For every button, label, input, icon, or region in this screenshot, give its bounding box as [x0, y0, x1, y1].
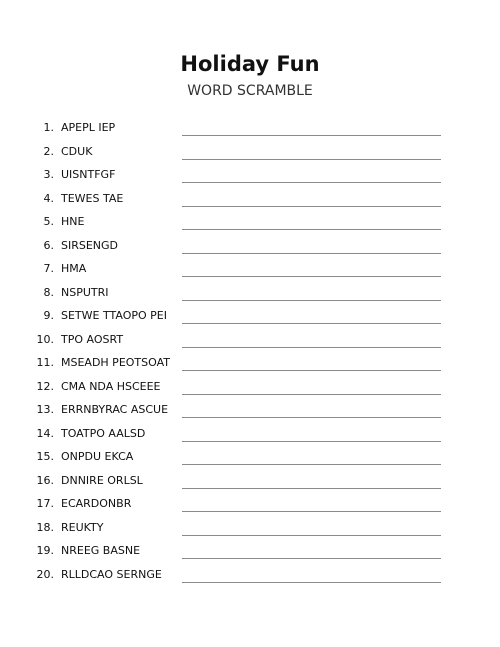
scrambled-word: APEPL IEP	[61, 121, 116, 134]
answer-line[interactable]	[182, 323, 441, 324]
list-item	[0, 116, 500, 140]
answer-line[interactable]	[182, 300, 441, 301]
scrambled-word: SETWE TTAOPO PEI	[61, 309, 167, 322]
page-title: Holiday Fun	[180, 52, 320, 76]
list-item	[0, 398, 500, 422]
list-item	[0, 539, 500, 563]
scrambled-word: TEWES TAE	[61, 191, 124, 205]
item-number: 15.	[36, 450, 54, 463]
list-item	[0, 351, 500, 375]
answer-line[interactable]	[182, 182, 441, 183]
scrambled-word: TOATPO AALSD	[61, 426, 146, 440]
answer-line[interactable]	[182, 159, 441, 160]
item-number: 17.	[36, 497, 54, 510]
item-number: 10.	[36, 332, 54, 346]
list-item	[0, 445, 500, 469]
answer-line[interactable]	[182, 582, 441, 583]
list-item	[0, 281, 500, 305]
scrambled-word: ECARDONBR	[61, 497, 132, 510]
list-item	[0, 563, 500, 587]
list-item	[0, 140, 500, 164]
scrambled-word: ERRNBYRAC ASCUE	[61, 403, 169, 416]
scrambled-word: REUKTY	[61, 520, 104, 534]
scrambled-word: RLLDCAO SERNGE	[61, 567, 162, 581]
answer-line[interactable]	[182, 253, 441, 254]
item-number: 7.	[43, 262, 54, 275]
item-number: 19.	[36, 544, 54, 557]
list-item	[0, 375, 500, 399]
list-item	[0, 422, 500, 446]
scramble-list	[0, 116, 500, 586]
item-number: 16.	[36, 473, 54, 487]
list-item	[0, 492, 500, 516]
list-item	[0, 187, 500, 211]
item-number: 18.	[36, 520, 54, 534]
list-item	[0, 234, 500, 258]
item-number: 11.	[36, 356, 54, 369]
item-number: 3.	[43, 168, 54, 181]
answer-line[interactable]	[182, 464, 441, 465]
scrambled-word: SIRSENGD	[61, 238, 119, 252]
list-item	[0, 328, 500, 352]
item-number: 13.	[36, 403, 54, 416]
answer-line[interactable]	[182, 535, 441, 536]
item-number: 14.	[36, 426, 54, 440]
answer-line[interactable]	[182, 135, 441, 136]
scrambled-word: HMA	[61, 262, 87, 275]
answer-line[interactable]	[182, 511, 441, 512]
item-number: 12.	[36, 379, 54, 393]
answer-line[interactable]	[182, 276, 441, 277]
answer-line[interactable]	[182, 229, 441, 230]
scrambled-word: NREEG BASNE	[61, 544, 141, 557]
answer-line[interactable]	[182, 370, 441, 371]
scrambled-word: DNNIRE ORLSL	[61, 473, 143, 487]
scrambled-word: ONPDU EKCA	[61, 450, 134, 463]
item-number: 2.	[43, 144, 54, 158]
scrambled-word: HNE	[61, 215, 85, 228]
answer-line[interactable]	[182, 441, 441, 442]
list-item	[0, 210, 500, 234]
scrambled-word: TPO AOSRT	[61, 332, 124, 346]
scrambled-word: CDUK	[61, 144, 93, 158]
answer-line[interactable]	[182, 206, 441, 207]
answer-line[interactable]	[182, 488, 441, 489]
list-item	[0, 257, 500, 281]
answer-line[interactable]	[182, 347, 441, 348]
answer-line[interactable]	[182, 417, 441, 418]
list-item	[0, 469, 500, 493]
list-item	[0, 163, 500, 187]
scrambled-word: MSEADH PEOTSOAT	[61, 356, 170, 369]
answer-line[interactable]	[182, 394, 441, 395]
list-item	[0, 304, 500, 328]
item-number: 6.	[43, 238, 54, 252]
scrambled-word: UISNTFGF	[61, 168, 116, 181]
scrambled-word: CMA NDA HSCEEE	[61, 379, 161, 393]
list-item	[0, 516, 500, 540]
answer-line[interactable]	[182, 558, 441, 559]
page-subtitle: WORD SCRAMBLE	[187, 83, 313, 99]
item-number: 9.	[43, 309, 54, 322]
item-number: 1.	[43, 121, 54, 134]
item-number: 4.	[43, 191, 54, 205]
item-number: 5.	[43, 215, 54, 228]
item-number: 20.	[36, 567, 54, 581]
item-number: 8.	[43, 285, 54, 299]
scrambled-word: NSPUTRI	[61, 285, 109, 299]
